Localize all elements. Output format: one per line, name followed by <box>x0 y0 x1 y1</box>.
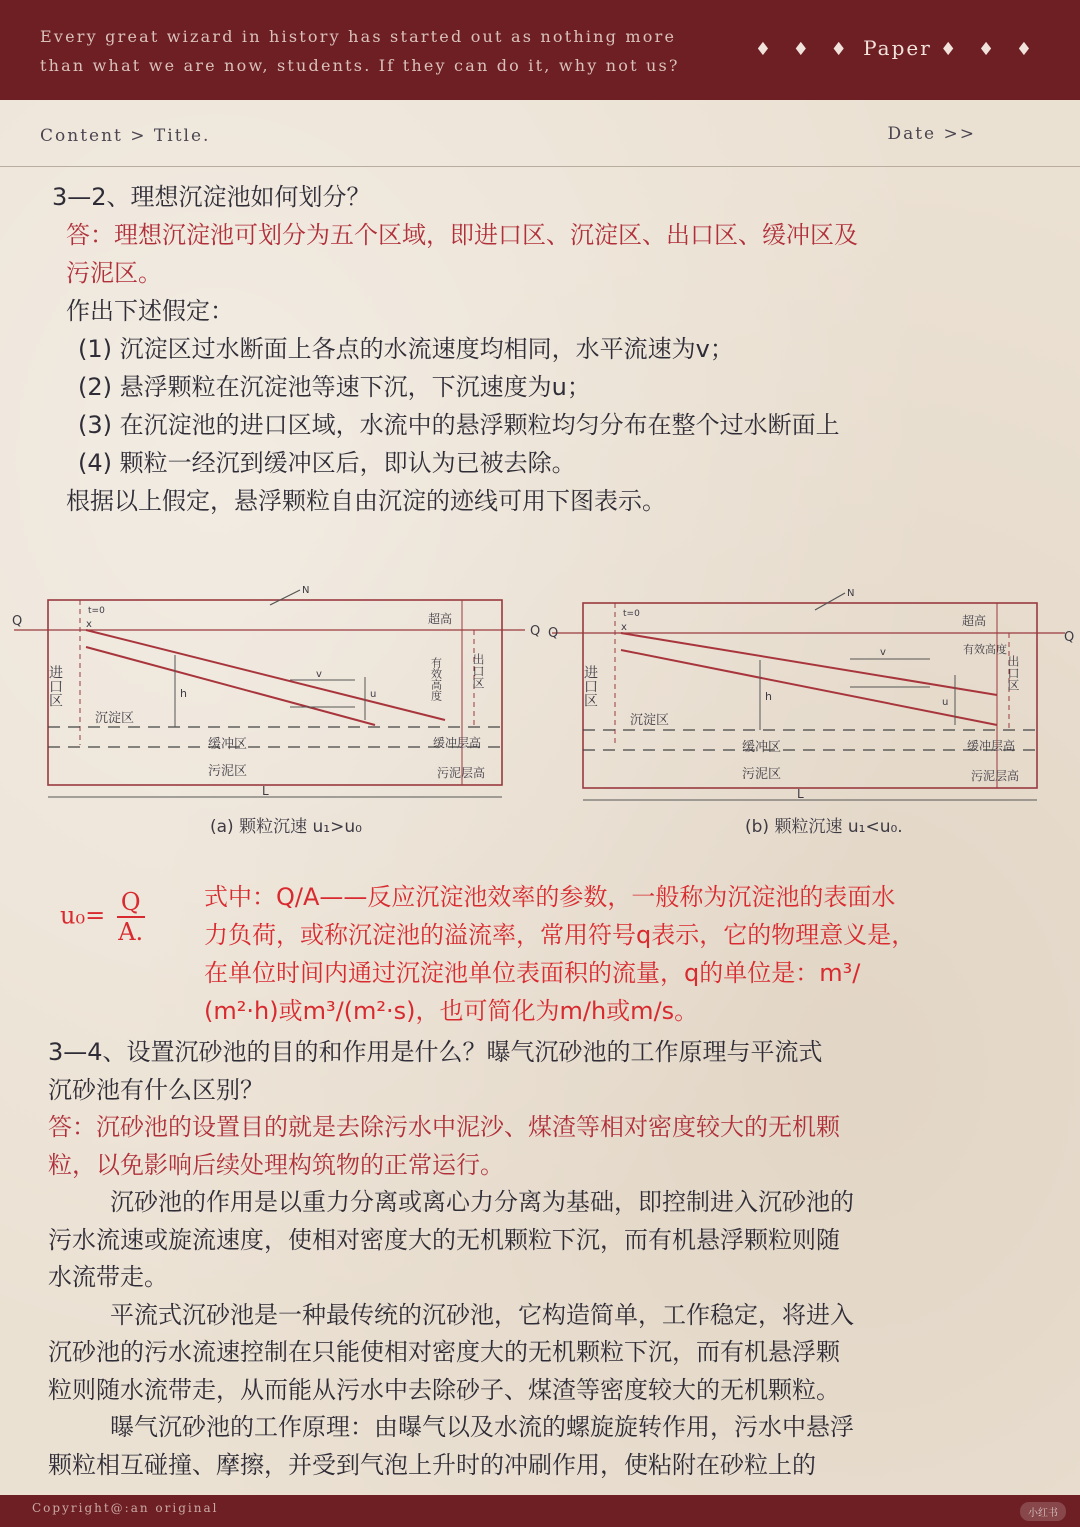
formula-lhs: u₀= <box>60 901 106 930</box>
diagram-q-in: Q <box>12 614 23 629</box>
assumption-item: (4) 颗粒一经沉到缓冲区后，即认为已被去除。 <box>78 449 576 477</box>
header-band <box>0 0 1080 100</box>
paragraph-line: 沉砂池的作用是以重力分离或离心力分离为基础，即控制进入沉砂池的 <box>110 1188 854 1216</box>
diagram-q-out: Q <box>530 624 541 639</box>
diagram-settling-label: 沉淀区 <box>630 713 670 728</box>
date-label: Date >> <box>887 124 976 144</box>
diagram-q-in: Q <box>548 626 559 641</box>
diagram-top-label: t=0 <box>623 609 640 619</box>
diagram-inlet-label: 进口区 <box>47 665 63 707</box>
formula-explanation <box>204 878 1064 1030</box>
assumption-item: (1) 沉淀区过水断面上各点的水流速度均相同，水平流速为v； <box>78 335 734 363</box>
north-arrow <box>815 593 845 610</box>
paragraph-line: 粒则随水流带走，从而能从污水中去除砂子、煤渣等密度较大的无机颗粒。 <box>48 1375 840 1404</box>
assumption-item: (2) 悬浮颗粒在沉淀池等速下沉，下沉速度为u； <box>78 373 591 401</box>
trajectory-line <box>86 630 445 720</box>
formula <box>60 888 145 946</box>
conclusion-line: 根据以上假定，悬浮颗粒自由沉淀的迹线可用下图表示。 <box>66 487 666 515</box>
paragraph-line: 污水流速或旋流速度，使相对密度大的无机颗粒下沉，而有机悬浮颗粒则随 <box>48 1225 840 1254</box>
diagram-freeboard-label: 超高 <box>428 612 453 626</box>
breadcrumb: Content > Title. <box>40 126 211 146</box>
question-title: 3—4、设置沉砂池的目的和作用是什么？曝气沉砂池的工作原理与平流式 <box>48 1038 823 1066</box>
question-title: 沉砂池有什么区别？ <box>48 1075 264 1104</box>
formula-line: 力负荷，或称沉淀池的溢流率，常用符号q表示，它的物理意义是， <box>204 921 916 949</box>
diagram-freeboard-label: 超高 <box>962 614 987 628</box>
diagram-v-label: v <box>880 647 886 658</box>
section-grit-chamber <box>48 1034 1048 1484</box>
trajectory-line <box>621 650 997 725</box>
quote-line-1: Every great wizard in history has started out as nothing more <box>40 27 677 46</box>
diagram-outlet-label: 出口区 <box>471 653 485 689</box>
brand-label <box>755 36 1040 60</box>
diamond-icon: ♦ ♦ ♦ <box>940 39 1040 60</box>
north-arrow <box>270 590 300 605</box>
assumption-item: (3) 在沉淀池的进口区域，水流中的悬浮颗粒均匀分布在整个过水断面上 <box>78 411 840 439</box>
diagram-origin-label: x <box>86 619 92 630</box>
quote-line-2: than what we are now, students. If they can do it, why not us? <box>40 56 680 75</box>
diagram-buffer-height-label: 缓冲层高 <box>967 739 1016 753</box>
formula-numerator: Q <box>117 888 145 918</box>
diagram-u-label: u <box>370 689 377 700</box>
brand-text: Paper <box>863 36 932 60</box>
answer-line: 粒，以免影响后续处理构筑物的正常运行。 <box>48 1150 504 1179</box>
trajectory-line <box>621 633 997 695</box>
diagram-sludge-height-label: 污泥层高 <box>971 769 1020 783</box>
diagram-caption: (a) 颗粒沉速 u₁>u₀ <box>210 817 362 837</box>
formula-denominator: A. <box>118 918 144 946</box>
diagram-caption: (b) 颗粒沉速 u₁<u₀. <box>745 817 903 837</box>
diagram-v-label: v <box>316 669 322 680</box>
formula-fraction <box>117 888 145 946</box>
diagram-top-label: t=0 <box>88 606 105 616</box>
formula-line: (m²·h)或m³/(m²·s)，也可简化为m/h或m/s。 <box>204 997 699 1025</box>
copyright-text: Copyright@:an original <box>32 1501 219 1515</box>
watermark-badge: 小红书 <box>1020 1502 1066 1521</box>
diagram-sludge-label: 污泥区 <box>742 767 782 782</box>
diagram-buffer-height-label: 缓冲层高 <box>433 736 482 750</box>
diagram-buffer-label: 缓冲区 <box>208 737 248 752</box>
diagram-effective-depth-label: 有效高度 <box>963 643 1007 656</box>
diagram-sludge-height-label: 污泥层高 <box>437 766 486 780</box>
diagram-outlet-label: 出口区 <box>1006 655 1020 691</box>
header-quote <box>40 22 740 80</box>
answer-line: 答：理想沉淀池可划分为五个区域，即进口区、沉淀区、出口区、缓冲区及 <box>66 221 858 249</box>
answer-line: 污泥区。 <box>66 259 162 287</box>
paragraph-line: 沉砂池的污水流速控制在只能使相对密度大的无机颗粒下沉，而有机悬浮颗 <box>48 1338 840 1366</box>
diagram-length-label: L <box>262 784 269 798</box>
paragraph-line: 颗粒相互碰撞、摩擦，并受到气泡上升时的冲刷作用，使粘附在砂粒上的 <box>48 1450 816 1479</box>
diagram-sludge-label: 污泥区 <box>208 764 248 779</box>
diagram-north-label: N <box>847 588 855 599</box>
paragraph-line: 水流带走。 <box>48 1263 168 1291</box>
diagram-inlet-label: 进口区 <box>582 665 598 707</box>
formula-line: 在单位时间内通过沉淀池单位表面积的流量，q的单位是：m³/ <box>204 959 861 987</box>
diagram-origin-label: x <box>621 622 627 633</box>
diagram-q-out: Q <box>1064 630 1075 645</box>
settling-diagrams <box>0 585 1080 845</box>
diagram-u-label: u <box>942 697 949 708</box>
diagram-buffer-label: 缓冲区 <box>742 740 782 755</box>
footer-band <box>0 1495 1080 1527</box>
tank-outline <box>583 603 1037 788</box>
diagram-length-label: L <box>797 787 804 801</box>
diagram-depth-label: h <box>765 690 772 703</box>
diagram-svg <box>0 585 1080 845</box>
paragraph-line: 平流式沉砂池是一种最传统的沉砂池，它构造简单，工作稳定，将进入 <box>110 1300 854 1329</box>
breadcrumb-row <box>0 100 1080 167</box>
answer-line: 答：沉砂池的设置目的就是去除污水中泥沙、煤渣等相对密度较大的无机颗 <box>48 1113 840 1141</box>
diagram-settling-label: 沉淀区 <box>95 711 135 726</box>
diagram-effective-depth-label: 有效高度 <box>429 657 443 701</box>
diagram-left-labels <box>12 585 540 837</box>
question-title: 3—2、理想沉淀池如何划分？ <box>52 183 371 211</box>
section-settling-tank <box>52 178 1052 520</box>
diagram-north-label: N <box>302 585 310 596</box>
assumption-intro: 作出下述假定： <box>66 297 234 325</box>
paragraph-line: 曝气沉砂池的工作原理：由曝气以及水流的螺旋旋转作用，污水中悬浮 <box>110 1413 854 1441</box>
formula-line: 式中：Q/A——反应沉淀池效率的参数，一般称为沉淀池的表面水 <box>204 883 896 911</box>
diamond-icon: ♦ ♦ ♦ <box>754 39 855 60</box>
diagram-depth-label: h <box>180 687 187 700</box>
